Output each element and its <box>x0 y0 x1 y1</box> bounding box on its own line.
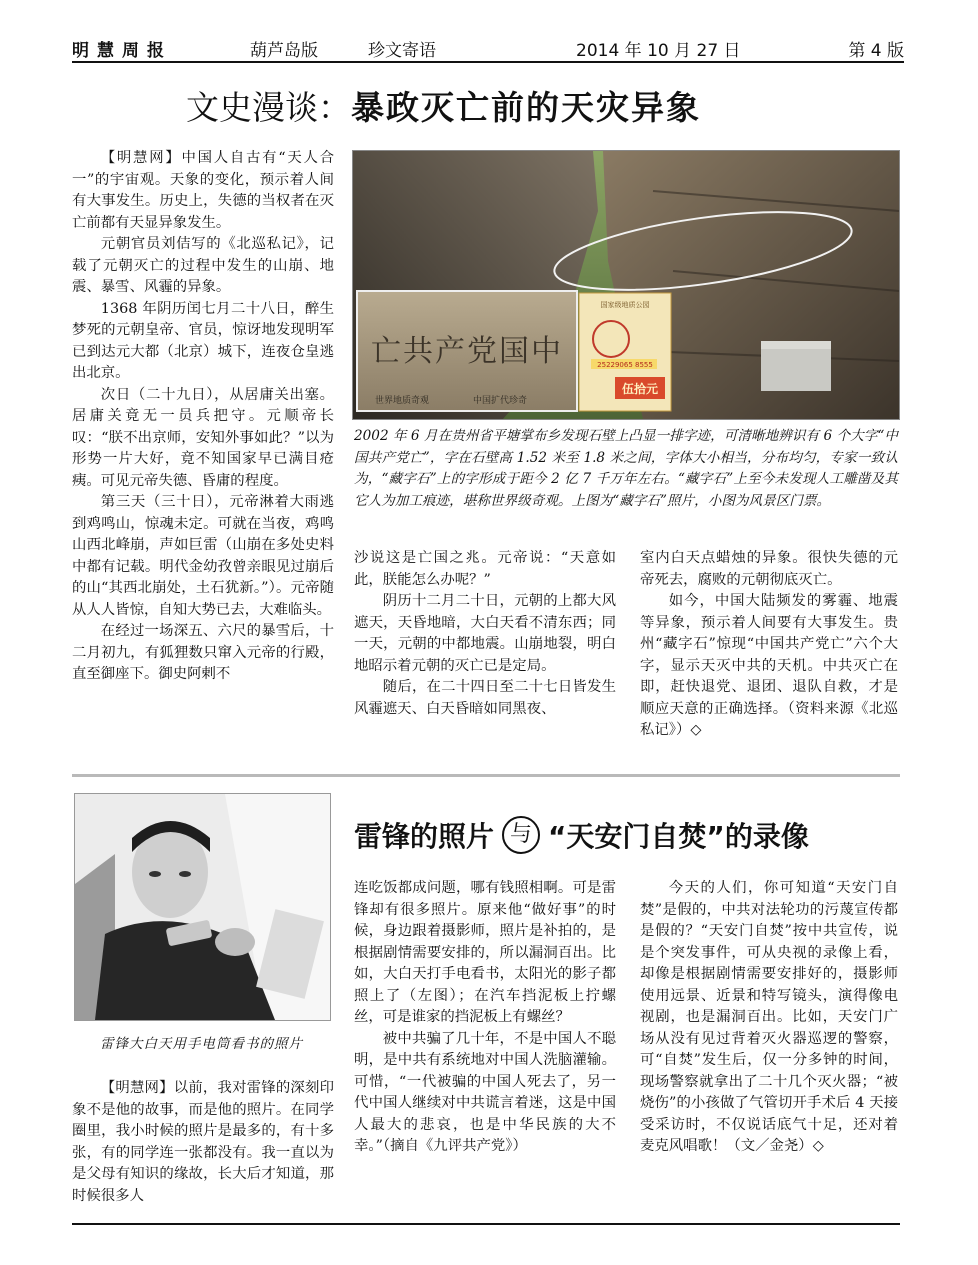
article2-title-part2: “天安门自焚”的录像 <box>548 820 809 853</box>
article2-column-2 <box>354 878 616 1214</box>
paragraph: 次日（二十九日），从居庸关出塞。居庸关竟无一员兵把守。元顺帝长叹：“朕不出京师，安知外事如此？”以为形势一片大好，竟不知国家早已满目疮痍。可见元帝失德、昏庸的程度。 <box>72 386 334 489</box>
edition-label: 葫芦岛版 <box>250 41 318 61</box>
header-rule <box>72 61 904 63</box>
paragraph: 元朝官员刘佶写的《北巡私记》，记载了元朝灭亡的过程中发生的山崩、地震、暴雪、风霾的异象。 <box>72 236 334 295</box>
article1-column-3 <box>640 548 898 754</box>
column-label: 珍文寄语 <box>368 41 436 61</box>
article1-column-1 <box>72 148 334 754</box>
lei-feng-photo-caption: 雷锋大白天用手电筒看书的照片 <box>100 1036 303 1052</box>
article1-column-2 <box>354 548 616 754</box>
paragraph: 连吃饭都成问题，哪有钱照相啊。可是雷锋却有很多照片。原来他“做好事”的时候，身边跟着摄影师，照片是补拍的，是根据剧情需要安排的，所以漏洞百出。比如，大白天打手电看书，太阳光的影子都照上了（左图）；在汽车挡泥板上拧螺丝，可是谁家的挡泥板上有螺丝？ <box>354 880 616 1025</box>
hidden-character-stone-photo <box>352 150 900 420</box>
article2-column-3 <box>640 878 898 1214</box>
lei-feng-photo <box>74 793 331 1021</box>
ticket-header: 国家级地质公园 <box>600 301 650 309</box>
ticket-code: 25229065 8555 <box>597 361 653 369</box>
photo-footer-left: 世界地质奇观 <box>375 396 430 406</box>
paragraph: 阴历十二月二十日，元朝的上都大风遮天，天昏地暗，大白天看不清东西；同一天，元朝的中都地震。山崩地裂，明白地昭示着元朝的灭亡已是定局。 <box>354 593 616 674</box>
article1-title-main: 暴政灭亡前的天灾异象 <box>351 88 701 127</box>
article2-title <box>354 815 902 859</box>
paper-name: 明慧周报 <box>72 41 172 61</box>
paragraph: 随后，在二十四日至二十七日皆发生风霾遮天、白天昏暗如同黑夜、 <box>354 679 616 717</box>
paragraph: 今天的人们，你可知道“天安门自焚”是假的，中共对法轮功的污蔑宣传都是假的？“天安门自焚”按中共宣传，说是个突发事件，可从央视的录像上看，却像是根据剧情需要安排好的，摄影师使用远景、近景和特写镜头，演得像电视剧，也是漏洞百出。比如，天安门广场从没有见过背着灭火器巡逻的警察，可“自焚”发生后，仅一分多钟的时间，现场警察就拿出了二十几个灭火器；“被烧伤”的小孩做了气管切开手术后 4 天接受采访时，不仅说话底气十足，还对着麦克风唱歌！（文／金尧）◇ <box>640 880 898 1154</box>
paragraph: 在经过一场深五、六尺的暴雪后，十二月初九，有狐狸数只窜入元帝的行殿，直至御座下。御史阿剌不 <box>72 623 334 682</box>
paragraph: 【明慧网】以前，我对雷锋的深刻印象不是他的故事，而是他的照片。在同学圈里，我小时候的照片是最多的，有十多张，有的同学连一张都没有。我一直以为是父母有知识的缘故，长大后才知道，那时候很多人 <box>72 1080 334 1204</box>
stone-scene-illustration <box>353 151 899 419</box>
photo-caption: 2002 年 6 月在贵州省平塘掌布乡发现石壁上凸显一排字迹，可清晰地辨识有 6 个大字“中国共产党亡”，字在石壁高 1.52 米至 1.8 米之间，字体大小相当，分布均匀，专家一致认为，“藏字石”上的字形成于距今 2 亿 7 千万年左右。“藏字石”上至今未发现人工雕凿及其它人为加工痕迹，堪称世界级奇观。上图为“藏字石”照片，小图为风景区门票。 <box>354 428 898 509</box>
article2-column-1 <box>72 1078 334 1214</box>
paragraph: 室内白天点蜡烛的异象。很快失德的元帝死去，腐败的元朝彻底灭亡。 <box>640 550 898 588</box>
lei-feng-illustration <box>75 794 330 1020</box>
article1-title <box>186 82 826 130</box>
issue-date: 2014 年 10 月 27 日 <box>576 41 741 61</box>
photo-footer-right: 中国扩代珍奇 <box>473 396 528 406</box>
inset-stone-characters: 亡共产党国中 <box>371 334 563 369</box>
article2-title-connector: 与 <box>502 816 540 854</box>
paragraph: 第三天（三十日），元帝淋着大雨逃到鸡鸣山，惊魂未定。可就在当夜，鸡鸣山西北峰崩，声如巨雷（山崩在多处史料中都有记载。明代金幼孜曾亲眼见过崩后的山“其西北崩处，土石犹新。”）。元帝随从人人皆惊，自知大势已去，大难临头。 <box>72 494 334 618</box>
paragraph: 被中共骗了几十年，不是中国人不聪明，是中共有系统地对中国人洗脑灌输。可惜，“一代被骗的中国人死去了，另一代中国人继续对中共谎言着迷，这是中国人最大的悲哀，也是中华民族的大不幸。”（摘自《九评共产党》） <box>354 1030 616 1154</box>
section-divider <box>72 774 900 777</box>
ticket-price: 伍拾元 <box>621 382 659 396</box>
paragraph: 如今，中国大陆频发的雾霾、地震等异象，预示着人间要有大事发生。贵州“藏字石”惊现“中国共产党亡”六个大字，显示天灭中共的天机。中共灭亡在即，赶快退党、退团、退队自救，才是顺应天意的正确选择。（资料来源《北巡私记》）◇ <box>640 593 898 738</box>
article1-title-lead: 文史漫谈： <box>186 88 351 127</box>
paragraph: 1368 年阴历闰七月二十八日，醉生梦死的元朝皇帝、官员，惊讶地发现明军已到达元大都（北京）城下，连夜仓皇逃出北京。 <box>72 300 334 381</box>
masthead <box>72 36 904 60</box>
page-number: 第 4 版 <box>848 41 904 61</box>
paragraph: 【明慧网】中国人自古有“天人合一”的宇宙观。天象的变化，预示着人间有大事发生。历史上，失德的当权者在灭亡前都有天显异象发生。 <box>72 150 334 231</box>
footer-rule <box>72 1223 900 1225</box>
article2-title-part1: 雷锋的照片 <box>354 820 495 853</box>
paragraph: 沙说这是亡国之兆。元帝说：“天意如此，朕能怎么办呢？” <box>354 550 616 588</box>
